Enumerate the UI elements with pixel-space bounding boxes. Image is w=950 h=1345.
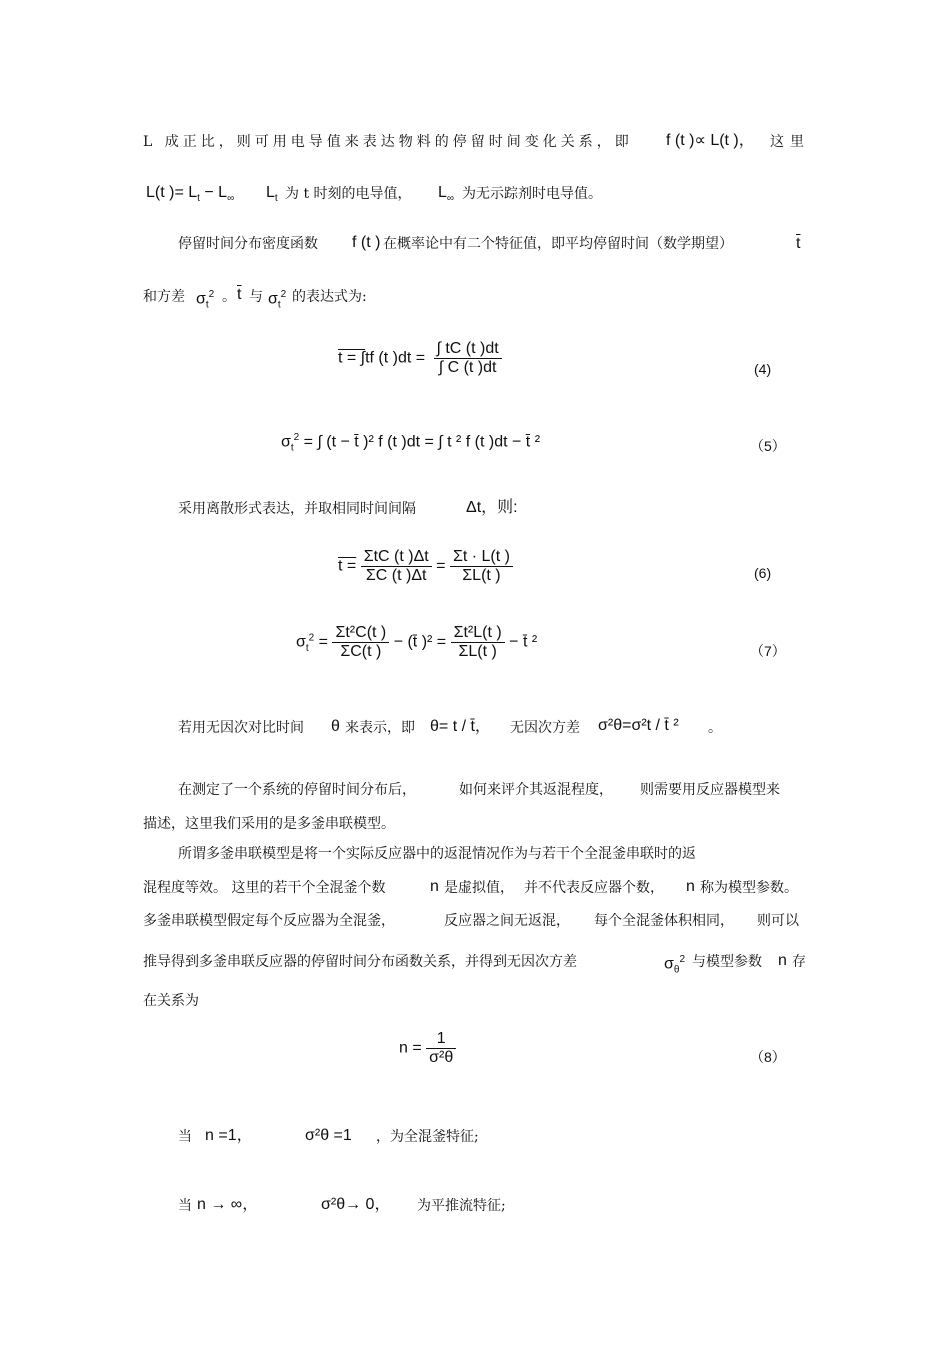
text-line: 如何来评介其返混程度，	[459, 782, 613, 798]
text-line: 当	[178, 1129, 192, 1145]
math-theta: θ	[331, 718, 340, 735]
math-ft: f (t )	[352, 234, 381, 251]
equation-4: t = ∫tf (t )dt = $\frac{\int tC (t )dt}{\int C (t )dt}$	[338, 340, 502, 377]
equation-number: (4)	[754, 361, 772, 377]
text-line: 每个全混釜体积相同，	[594, 913, 734, 929]
text-line: 则可以	[757, 913, 799, 929]
math-dimensionless-variance: σ²θ=σ²t / t̄ ²	[598, 717, 679, 734]
equation-6: t = $\frac{\text{ΣtC (t )Δt}}{\Sigma C (t )\Delta t}$ = $\frac{\Sigma t \cdot L(t )}{\Sigma L(t )}$	[338, 548, 513, 585]
equation-number: (6)	[754, 565, 772, 581]
text-line: 所谓多釜串联模型是将一个实际反应器中的返混情况作为与若干个全混釜串联时的返	[178, 846, 696, 862]
math-n: n	[430, 878, 439, 895]
text-line: 来表示，即	[345, 720, 415, 736]
math-sigma-t2: $\sigma_t^2$	[268, 289, 287, 311]
math-theta-def: θ= t / t̄，	[430, 718, 491, 735]
equation-8: n = $\frac{1}{\text{σ²θ}}$	[399, 1030, 456, 1067]
text-line: 推导得到多釜串联反应器的停留时间分布函数关系，并得到无因次方差	[143, 954, 577, 970]
equation-number: （5）	[750, 438, 786, 454]
text-line: 在概率论中有二个特征值，即平均停留时间（数学期望）	[383, 236, 733, 252]
text-line: 存	[792, 954, 806, 970]
text-line: 与	[249, 289, 263, 305]
math-sigma-to-zero: σ²θ→ 0，	[321, 1196, 391, 1213]
math-proportional: f (t )∝ L(t )，	[666, 132, 755, 149]
text-line: ，为全混釜特征;	[376, 1129, 479, 1145]
text-line: 当	[178, 1198, 192, 1214]
equation-7: $\sigma_t^2$ = $\frac{\text{Σt²C(t )}}{\Sigma C(t )}$ − (t̄ )² = $\frac{\text{Σt²L(t )}}{\Sigma L(t )}$ − t̄ ²	[296, 624, 538, 660]
text-line: 混程度等效。 这里的若干个全混釜个数	[143, 880, 386, 896]
math-delta-t: Δt，则:	[466, 499, 518, 516]
math-tbar: $\overline{t}$	[796, 235, 801, 252]
text-line: 在测定了一个系统的停留时间分布后，	[178, 782, 416, 798]
text-line: 反应器之间无返混，	[444, 913, 570, 929]
text-line: 多釜串联模型假定每个反应器为全混釜，	[143, 913, 395, 929]
equation-number: （7）	[750, 643, 786, 659]
text-line: 则需要用反应器模型来	[640, 782, 780, 798]
text-line: 在关系为	[143, 993, 199, 1009]
text-line: 和方差	[143, 289, 185, 305]
text-line: 停留时间分布密度函数	[178, 236, 318, 252]
math-lt: $L_t$	[266, 184, 278, 205]
text-line: L 成正比，则可用电导值来表达物料的停留时间变化关系，即	[143, 134, 633, 150]
text-line: 为 t 时刻的电导值，	[285, 186, 412, 202]
math-sigma-theta2: $\sigma_\theta^2$	[664, 954, 685, 976]
text-line: 描述，这里我们采用的是多釜串联模型。	[143, 816, 395, 832]
text-line: 这里	[770, 134, 810, 150]
text-line: 。	[708, 720, 722, 736]
math-sigma-equals-1: σ²θ =1	[305, 1127, 352, 1144]
math-linf: $L_\infty$	[438, 184, 455, 205]
text-line: 若用无因次对比时间	[178, 720, 304, 736]
math-conductance: L(t )= $L_t - L_\infty$	[146, 184, 235, 205]
equation-5: $\sigma_t^2$ = ∫ (t − t̄ )² f (t )dt = ∫ t ² f (t )dt − t̄ ²	[281, 432, 541, 454]
text-line: 为无示踪剂时电导值。	[462, 186, 602, 202]
text-line: 。	[222, 289, 236, 305]
text-line: 与模型参数	[692, 954, 762, 970]
text-line: 是虚拟值，	[444, 880, 514, 896]
math-n-to-infinity: n → ∞，	[197, 1196, 259, 1213]
text-line: 称为模型参数。	[700, 880, 798, 896]
math-n: n	[686, 878, 695, 895]
text-line: 无因次方差	[510, 720, 580, 736]
math-sigma-t2: $\sigma_t^2$	[196, 289, 215, 311]
text-line: 为平推流特征;	[417, 1198, 506, 1214]
equation-number: （8）	[750, 1049, 786, 1065]
math-tbar: $\overline{t}$	[237, 286, 242, 303]
math-n-equals-1: n =1，	[205, 1127, 253, 1144]
math-n: n	[778, 952, 787, 969]
text-line: 的表达式为:	[292, 289, 367, 305]
text-line: 采用离散形式表达，并取相同时间间隔	[178, 501, 416, 517]
text-line: 并不代表反应器个数，	[524, 880, 664, 896]
